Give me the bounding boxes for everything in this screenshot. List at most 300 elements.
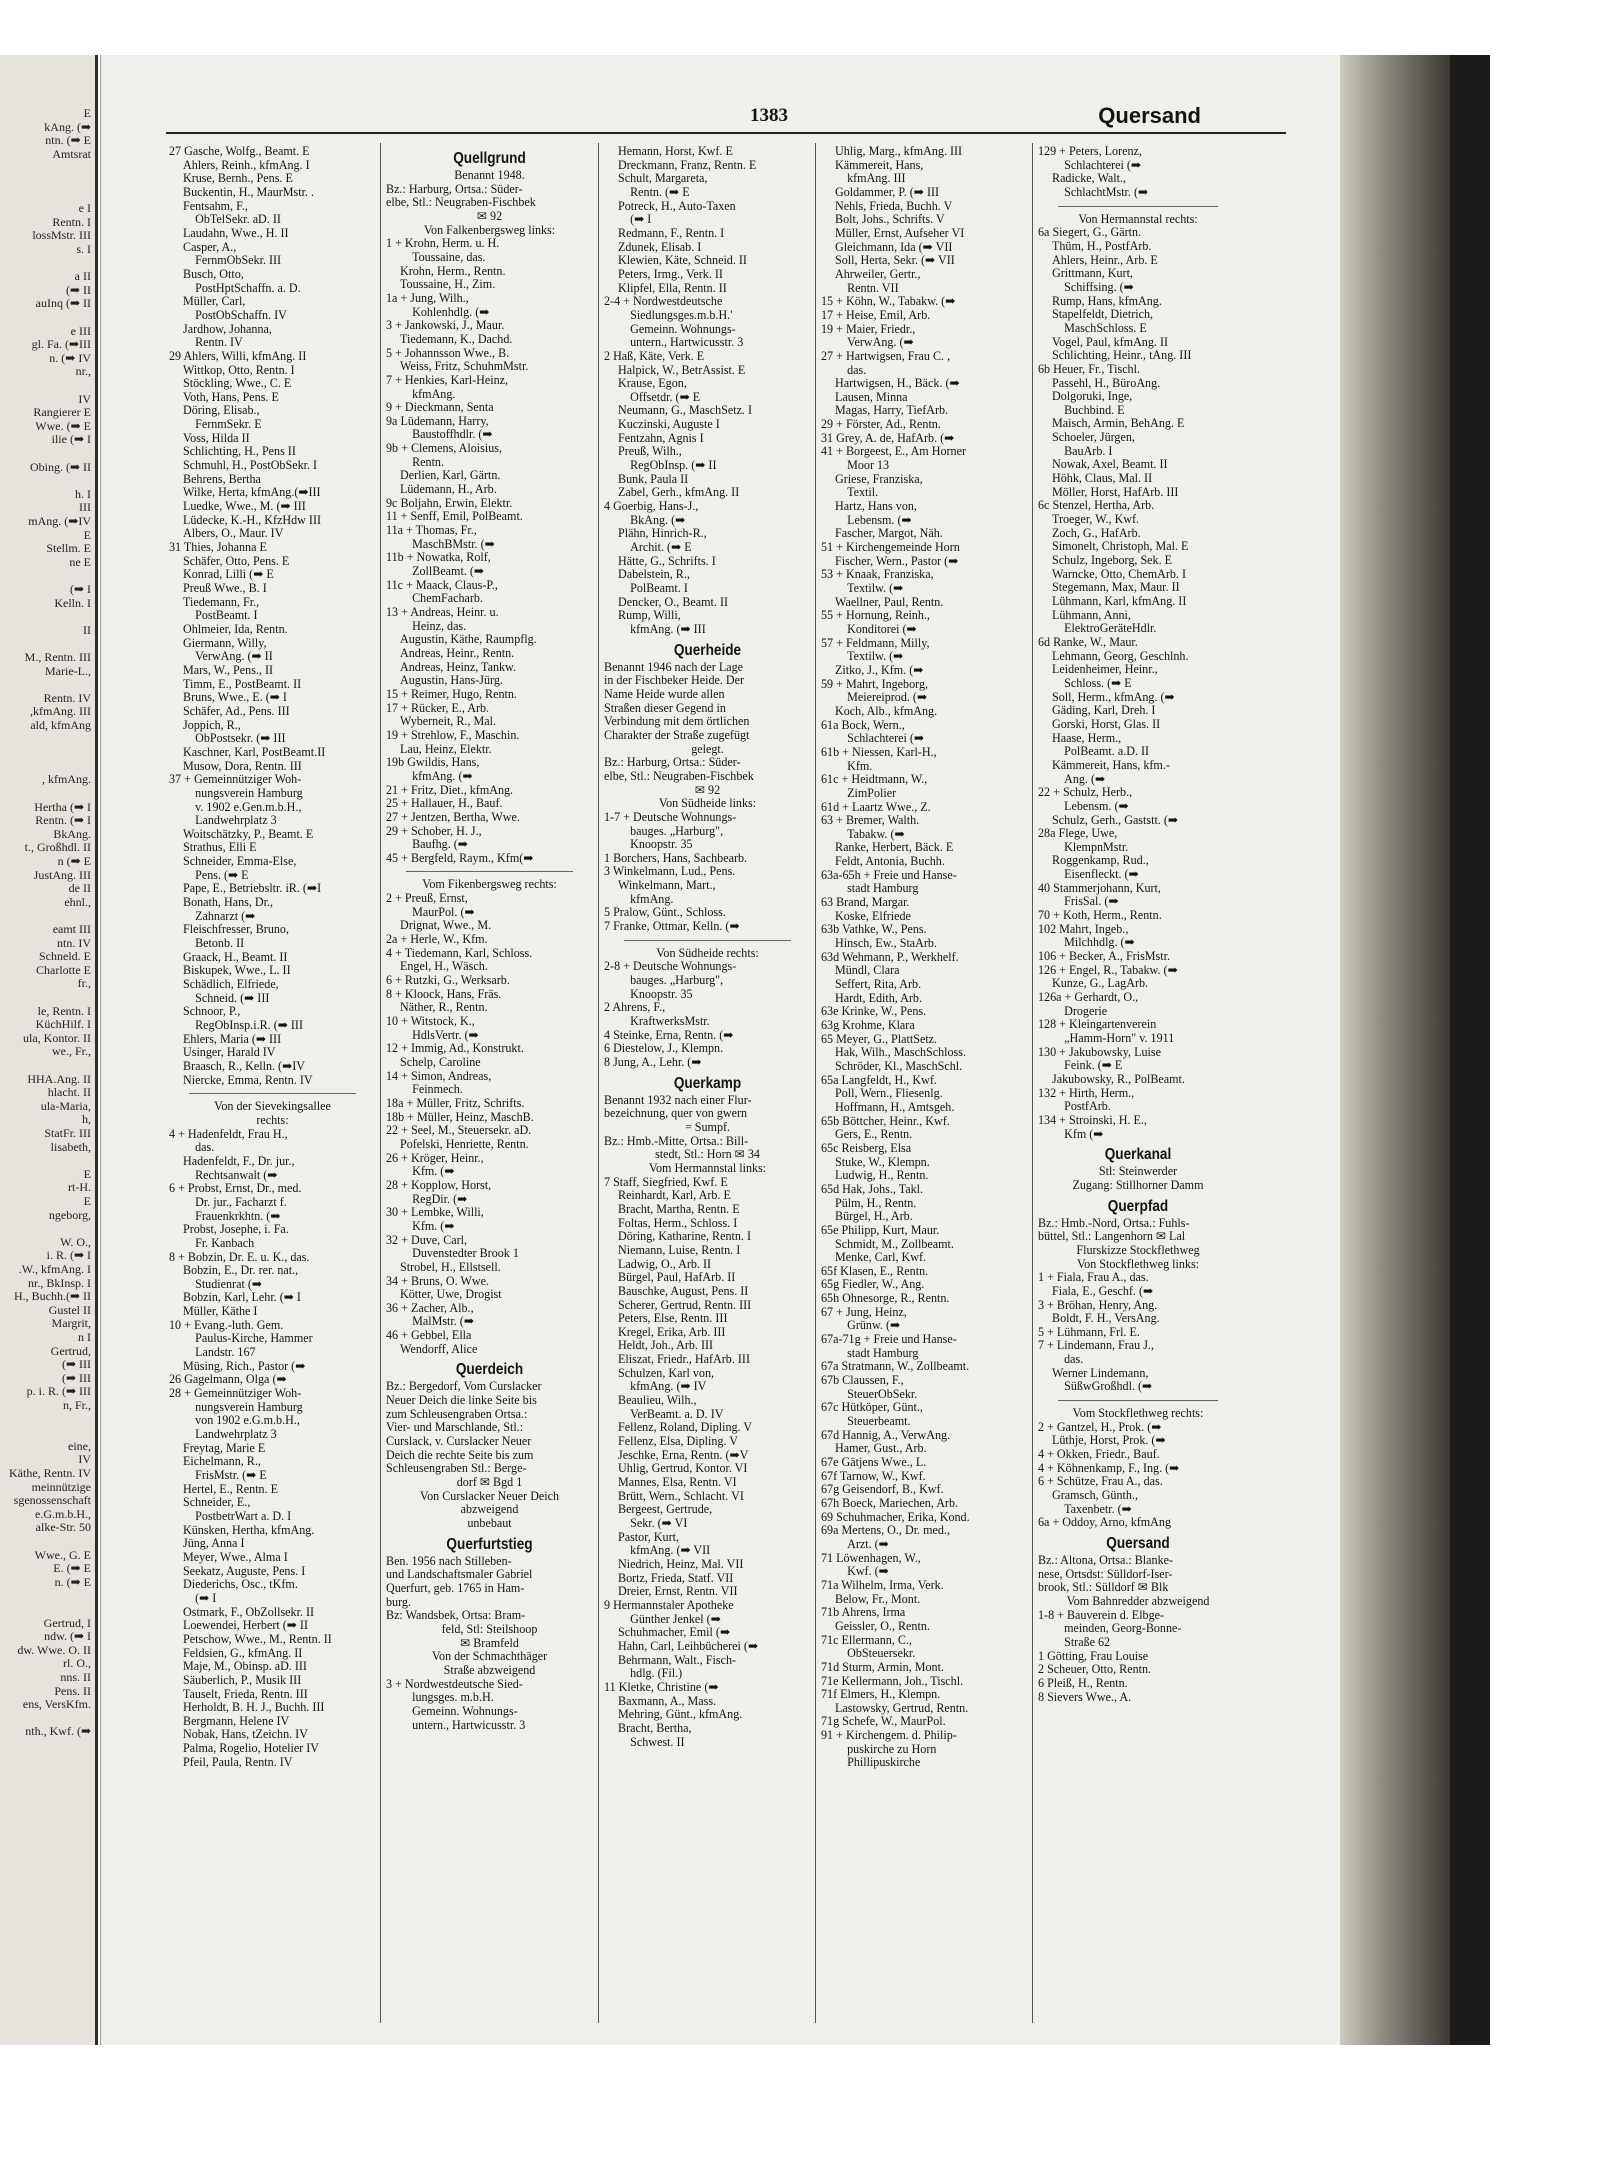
resident-entry: Uhlig, Marg., kfmAng. III xyxy=(835,145,963,158)
entry-continuation: Günther Jenkel (➡ xyxy=(618,1611,721,1626)
resident-entry: Magas, Harry, TiefArb. xyxy=(835,403,949,418)
directory-column-1 xyxy=(169,145,376,2025)
street-heading: Querkamp xyxy=(673,1074,742,1092)
left-page-fragment: e.G.m.b.H., xyxy=(35,1506,91,1521)
entry-continuation: BkAng. (➡ xyxy=(618,512,686,527)
entry-continuation: Drogerie xyxy=(1052,1003,1108,1018)
house-entry: 6 + Schütze, Frau A., das. xyxy=(1038,1474,1163,1489)
entry-continuation: (➡ I xyxy=(618,212,652,227)
resident-entry: Müller, Käthe I xyxy=(183,1304,258,1319)
entry-continuation: ZollBeamt. (➡ xyxy=(400,564,485,579)
house-entry: 4 Steinke, Erna, Rentn. (➡ xyxy=(604,1027,734,1042)
house-entry: 32 + Duve, Carl, xyxy=(386,1232,468,1247)
section-note: ✉ Bramfeld xyxy=(460,1635,519,1650)
resident-entry: Kregel, Erika, Arb. III xyxy=(618,1324,726,1339)
resident-entry: Kämmereit, Hans, kfm.- xyxy=(1052,757,1170,772)
resident-entry: Haase, Herm., xyxy=(1052,730,1122,745)
house-entry: 22 + Seel, M., Steuersekr. aD. xyxy=(386,1123,532,1138)
resident-entry: Müller, Carl, xyxy=(183,294,246,309)
house-entry: 22 + Schulz, Herb., xyxy=(1038,785,1133,800)
resident-entry: Dabelstein, R., xyxy=(618,567,690,582)
directory-entry: burg. xyxy=(386,1594,411,1609)
directory-entry: zum Schleusengraben Ortsa.: xyxy=(386,1406,528,1421)
entry-continuation: Lebensm. (➡ xyxy=(1052,798,1129,813)
section-note: rechts: xyxy=(256,1112,289,1127)
entry-continuation: Landwehrplatz 3 xyxy=(183,813,277,828)
column-rule-2 xyxy=(598,143,599,2023)
house-entry: 2 Ahrens, F., xyxy=(604,1000,666,1015)
resident-entry: Bergeest, Gertrude, xyxy=(618,1502,713,1517)
resident-entry: Pülm, H., Rentn. xyxy=(835,1195,917,1210)
house-entry: 29 + Schober, H. J., xyxy=(386,823,482,838)
resident-entry: Wyberneit, R., Mal. xyxy=(400,714,496,729)
left-page-fragment: kAng. (➡ xyxy=(44,119,91,134)
entry-continuation: Milchhdlg. (➡ xyxy=(1052,935,1135,950)
section-note: Zugang: Stillhorner Damm xyxy=(1072,1177,1204,1192)
left-page-fragment: ntn. (➡ E xyxy=(45,133,91,148)
directory-entry: Bz.: Bergedorf, Vom Curslacker xyxy=(386,1379,542,1394)
directory-entry: Benannt 1946 nach der Lage xyxy=(604,659,744,674)
resident-entry: Bracht, Martha, Rentn. E xyxy=(618,1201,740,1216)
resident-entry: Augustin, Käthe, Raumpflg. xyxy=(400,632,537,647)
entry-continuation: Schlachterei (➡ xyxy=(835,731,925,746)
entry-continuation: RegDir. (➡ xyxy=(400,1191,468,1206)
house-entry: 46 + Gebbel, Ella xyxy=(386,1328,472,1343)
entry-continuation: hdlg. (Fil.) xyxy=(618,1666,683,1681)
house-entry: 134 + Stroinski, H. E., xyxy=(1038,1112,1147,1127)
left-page-fragment: lisabeth, xyxy=(50,1139,91,1154)
entry-continuation: Rentn. (➡ E xyxy=(618,184,690,199)
entry-continuation: ObTelSekr. aD. II xyxy=(183,212,281,227)
entry-continuation: (➡ I xyxy=(183,1590,217,1605)
left-page-fragment: eamt III xyxy=(52,922,91,936)
house-entry: 26 Gagelmann, Olga (➡ xyxy=(169,1372,287,1387)
left-page-fragment: ilie (➡ I xyxy=(51,432,91,447)
house-entry: 27 + Hartwigsen, Frau C. , xyxy=(821,348,951,363)
entry-continuation: Schneid. (➡ III xyxy=(183,990,270,1005)
entry-continuation: untern., Hartwicusstr. 3 xyxy=(400,1717,526,1732)
left-page-fragment: Margrit, xyxy=(51,1316,91,1331)
house-entry: 63a-65h + Freie und Hanse- xyxy=(821,867,957,882)
entry-continuation: VerwAng. (➡ II xyxy=(183,649,273,664)
resident-entry: Döring, Katharine, Rentn. I xyxy=(618,1229,751,1244)
resident-entry: Hak, Wilh., MaschSchloss. xyxy=(835,1045,966,1060)
resident-entry: Fiala, E., Geschf. (➡ xyxy=(1052,1283,1154,1298)
house-entry: 4 + Köhnenkamp, F., Ing. (➡ xyxy=(1038,1460,1180,1475)
resident-entry: Dolgoruki, Inge, xyxy=(1052,389,1133,404)
section-divider xyxy=(1058,1400,1218,1401)
resident-entry: Hahn, Carl, Leihbücherei (➡ xyxy=(618,1638,759,1653)
entry-continuation: Siedlungsges.m.b.H.' xyxy=(618,307,733,322)
house-entry: 6c Stenzel, Hertha, Arb. xyxy=(1038,498,1155,513)
house-entry: 71e Kellermann, Joh., Tischl. xyxy=(821,1673,964,1688)
left-page-fragment: n, Fr., xyxy=(62,1398,91,1412)
resident-entry: Stöckling, Wwe., C. E xyxy=(183,376,292,391)
left-page-fragment: Charlotte E xyxy=(36,962,91,977)
resident-entry: Kruse, Bernh., Pens. E xyxy=(183,171,293,186)
directory-entry: brook, Stl.: Sülldorf ✉ Blk xyxy=(1038,1580,1169,1595)
house-entry: 1 + Fiala, Frau A., das. xyxy=(1038,1270,1149,1285)
house-entry: 6 + Probst, Ernst, Dr., med. xyxy=(169,1181,302,1196)
directory-entry: Neuer Deich die linke Seite bis xyxy=(386,1393,537,1408)
directory-page xyxy=(100,55,1401,2045)
resident-entry: Fleischfresser, Bruno, xyxy=(183,922,289,937)
left-page-fragment: le, Rentn. I xyxy=(37,1003,91,1018)
entry-continuation: PostfArb. xyxy=(1052,1099,1111,1114)
section-note: Von Südheide links: xyxy=(658,796,757,811)
resident-entry: Pape, E., Betriebsltr. iR. (➡I xyxy=(183,881,322,896)
resident-entry: Peters, Else, Rentn. III xyxy=(618,1311,728,1326)
resident-entry: Zoch, G., HafArb. xyxy=(1052,525,1141,540)
house-entry: 91 + Kirchengem. d. Philip- xyxy=(821,1728,957,1743)
resident-entry: Schmuhl, H., PostObSekr. I xyxy=(183,458,318,473)
resident-entry: Schlichting, H., Pens II xyxy=(183,444,296,459)
resident-entry: Dencker, O., Beamt. II xyxy=(618,594,728,609)
street-heading: Querpfad xyxy=(1107,1197,1169,1215)
section-divider xyxy=(189,1093,356,1094)
house-entry: 8 + Kloock, Hans, Fräs. xyxy=(386,986,502,1001)
right-page-edge xyxy=(1340,55,1450,2045)
resident-entry: Graack, H., Beamt. II xyxy=(183,949,288,964)
resident-entry: Ludwig, H., Rentn. xyxy=(835,1168,929,1183)
resident-entry: Ehlers, Maria (➡ III xyxy=(183,1031,282,1046)
resident-entry: Andreas, Heinr., Rentn. xyxy=(400,645,515,660)
resident-entry: Hemann, Horst, Kwf. E xyxy=(618,145,733,158)
resident-entry: Potreck, H., Auto-Taxen xyxy=(618,198,736,213)
section-note: dorf ✉ Bgd 1 xyxy=(456,1475,523,1490)
resident-entry: Maje, M., Obinsp. aD. III xyxy=(183,1659,307,1674)
resident-entry: Jüng, Anna I xyxy=(183,1536,245,1551)
entry-continuation: ElektroGeräteHdlr. xyxy=(1052,621,1157,636)
house-entry: 19b Gwildis, Hans, xyxy=(386,755,480,770)
left-page-fragment: n (➡ E xyxy=(57,854,91,868)
left-page-fragment: rl. O., xyxy=(63,1656,91,1671)
left-page-fragment: Stellm. E xyxy=(46,541,91,556)
house-entry: 31 Grey, A. de, HafArb. (➡ xyxy=(821,430,955,445)
entry-continuation: SüßwGroßhdl. (➡ xyxy=(1052,1379,1153,1394)
resident-entry: Bracht, Bertha, xyxy=(618,1720,692,1735)
left-page-fragment: M., Rentn. III xyxy=(24,650,91,664)
resident-entry: Joppich, R., xyxy=(183,717,241,732)
entry-continuation: Dr. jur., Facharzt f. xyxy=(183,1194,287,1209)
left-page-fragment: ,kfmAng. III xyxy=(30,704,91,719)
resident-entry: Gorski, Horst, Glas. II xyxy=(1052,716,1161,731)
resident-entry: Augustin, Hans-Jürg. xyxy=(400,673,503,688)
entry-continuation: Lebensm. (➡ xyxy=(835,512,912,527)
resident-entry: Maisch, Armin, BehAng. E xyxy=(1052,416,1185,431)
house-entry: 12 + Immig, Ad., Konstrukt. xyxy=(386,1041,524,1056)
house-entry: 6a Siegert, G., Gärtn. xyxy=(1038,225,1142,240)
house-entry: 5 Pralow, Günt., Schloss. xyxy=(604,905,726,920)
house-entry: 21 + Fritz, Diet., kfmAng. xyxy=(386,782,514,797)
resident-entry: Bergmann, Helene IV xyxy=(183,1713,290,1728)
entry-continuation: Buchbind. E xyxy=(1052,402,1125,417)
entry-continuation: FrisSal. (➡ xyxy=(1052,894,1119,909)
left-page-fragment: ehnl., xyxy=(64,894,91,909)
resident-entry: Neumann, G., MaschSetz. I xyxy=(618,403,753,418)
house-entry: 4 + Okken, Friedr., Bauf. xyxy=(1038,1447,1160,1462)
entry-continuation: Feink. (➡ E xyxy=(1052,1058,1123,1073)
house-entry: 18a + Müller, Fritz, Schrifts. xyxy=(386,1095,525,1110)
entry-continuation: Schiffsing. (➡ xyxy=(1052,279,1134,294)
entry-continuation: Zahnarzt (➡ xyxy=(183,908,256,923)
house-entry: 13 + Andreas, Heinr. u. xyxy=(386,605,499,619)
left-page-fragment: t., Großhdl. II xyxy=(24,840,91,855)
entry-continuation: bauges. „Harburg", xyxy=(618,973,724,988)
entry-continuation: Duvenstedter Brook 1 xyxy=(400,1246,519,1261)
section-note: Benannt 1948. xyxy=(454,168,525,182)
resident-entry: Griese, Franziska, xyxy=(835,471,923,486)
resident-entry: Geissler, O., Rentn. xyxy=(835,1618,930,1633)
house-entry: 19 + Maier, Friedr., xyxy=(821,321,916,336)
resident-entry: Halpick, W., BetrAssist. E xyxy=(618,362,746,377)
entry-continuation: Textilw. (➡ xyxy=(835,581,904,595)
entry-continuation: ObSteuersekr. xyxy=(835,1646,916,1661)
resident-entry: Pfeil, Paula, Rentn. IV xyxy=(183,1754,293,1769)
house-entry: 36 + Zacher, Alb., xyxy=(386,1300,474,1315)
house-entry: 65d Hak, Johs., Takl. xyxy=(821,1181,924,1196)
section-note: Von der Schmachthäger xyxy=(431,1649,548,1664)
resident-entry: Ahlers, Heinr., Arb. E xyxy=(1052,252,1158,267)
street-heading: Querkanal xyxy=(1104,1146,1172,1164)
entry-continuation: FernmObSekr. III xyxy=(183,253,282,268)
left-page-fragment: p. i. R. (➡ III xyxy=(26,1384,91,1399)
street-heading: Querfurtstieg xyxy=(446,1535,533,1553)
section-note: Flurskizze Stockflethweg xyxy=(1076,1242,1200,1257)
house-entry: 65c Reisberg, Elsa xyxy=(821,1140,912,1155)
resident-entry: Herholdt, B. H. J., Buchh. III xyxy=(183,1700,325,1715)
entry-continuation: Kwf. (➡ xyxy=(835,1564,889,1579)
resident-entry: Fentsahm, F., xyxy=(183,198,248,213)
directory-entry: in der Fischbeker Heide. Der xyxy=(604,673,745,688)
resident-entry: Bruns, Wwe., E. (➡ I xyxy=(183,690,287,705)
resident-entry: Hoffmann, H., Amtsgeh. xyxy=(835,1099,955,1114)
house-entry: 19 + Strehlow, F., Maschin. xyxy=(386,727,520,742)
resident-entry: Bobzin, E., Dr. rer. nat., xyxy=(183,1263,299,1278)
left-page-fragment: BkAng. xyxy=(53,826,91,841)
resident-entry: Tauselt, Frieda, Rentn. III xyxy=(183,1686,308,1701)
house-entry: 8 Sievers Wwe., A. xyxy=(1038,1689,1132,1704)
left-page-fragment: ngeborg, xyxy=(48,1207,91,1222)
directory-column-3 xyxy=(604,145,811,2025)
house-entry: 11b + Nowatka, Rolf, xyxy=(386,550,491,565)
entry-continuation: Sekr. (➡ VI xyxy=(618,1516,688,1530)
resident-entry: Feldt, Antonia, Buchh. xyxy=(835,854,945,869)
resident-entry: Gleichmann, Ida (➡ VII xyxy=(835,239,953,254)
entry-continuation: Fr. Kanbach xyxy=(183,1235,255,1250)
left-page-fragment: de II xyxy=(68,881,91,896)
resident-entry: Bauschke, August, Pens. II xyxy=(618,1283,749,1298)
resident-entry: Schuhmacher, Emil (➡ xyxy=(618,1625,731,1640)
directory-entry: bezeichnung, quer von gwern xyxy=(604,1106,748,1121)
left-page-fragment: auInq (➡ II xyxy=(35,296,91,311)
entry-continuation: kfmAng. III xyxy=(835,171,906,186)
house-entry: 1 Borchers, Hans, Sachbearb. xyxy=(604,850,748,865)
resident-entry: Hätte, G., Schrifts. I xyxy=(618,553,716,568)
resident-entry: Palma, Rogelio, Hotelier IV xyxy=(183,1741,320,1756)
house-entry: 2 + Preuß, Ernst, xyxy=(386,891,468,906)
resident-entry: Strobel, H., Ellstsell. xyxy=(400,1259,501,1274)
left-page-fragment: i. R. (➡ I xyxy=(46,1248,91,1263)
section-note: ✉ 92 xyxy=(694,782,721,797)
left-page-fragment: H., Buchh.(➡ II xyxy=(13,1289,91,1304)
house-entry: 67c Hütköper, Günt., xyxy=(821,1400,923,1415)
section-note: Stl: Steinwerder xyxy=(1098,1164,1178,1179)
resident-entry: Nobak, Hans, tZeichn. IV xyxy=(183,1727,308,1742)
directory-entry: Benannt 1932 nach einer Flur- xyxy=(604,1092,752,1107)
house-entry: 8 + Bobzin, Dr. E. u. K., das. xyxy=(169,1249,310,1264)
directory-entry: und Landschaftsmaler Gabriel xyxy=(386,1567,533,1582)
left-page-fragment: dw. Wwe. O. II xyxy=(17,1642,91,1657)
resident-entry: Rump, Hans, kfmAng. xyxy=(1052,293,1162,308)
directory-entry: Bz.: Harburg, Ortsa.: Süder- xyxy=(386,181,523,196)
entry-continuation: Landstr. 167 xyxy=(183,1345,256,1360)
resident-entry: Fellenz, Roland, Dipling. V xyxy=(618,1420,753,1435)
resident-entry: Schneider, E., xyxy=(183,1495,251,1510)
street-heading: Quellgrund xyxy=(453,150,526,167)
resident-entry: Weiss, Fritz, SchuhmMstr. xyxy=(400,359,529,374)
left-page-fragment: sgenossenschaft xyxy=(13,1493,91,1508)
resident-entry: Schulz, Ingeborg, Sek. E xyxy=(1052,553,1173,568)
resident-entry: Lau, Heinz, Elektr. xyxy=(400,741,492,756)
resident-entry: Plähn, Hinrich-R., xyxy=(618,526,707,541)
house-entry: 1 Götting, Frau Louise xyxy=(1038,1648,1149,1663)
left-page-fragment: lossMstr. III xyxy=(32,228,91,243)
house-entry: 71b Ahrens, Irma xyxy=(821,1605,906,1620)
house-entry: 70 + Koth, Herm., Rentn. xyxy=(1038,908,1162,923)
house-entry: 17 + Heise, Emil, Arb. xyxy=(821,307,931,322)
house-entry: 41 + Borgeest, E., Am Horner xyxy=(821,444,966,459)
entry-continuation: das. xyxy=(835,362,867,377)
house-entry: 2-4 + Nordwestdeutsche xyxy=(604,294,723,309)
house-entry: 4 Goerbig, Hans-J., xyxy=(604,499,699,514)
resident-entry: Luedke, Wwe., M. (➡ III xyxy=(183,499,306,514)
resident-entry: Laudahn, Wwe., H. II xyxy=(183,225,289,240)
directory-entry: Querfurt, geb. 1765 in Ham- xyxy=(386,1580,525,1595)
house-entry: 6d Ranke, W., Maur. xyxy=(1038,634,1138,649)
entry-continuation: PolBeamt. a.D. II xyxy=(1052,744,1150,759)
entry-continuation: das. xyxy=(1052,1352,1084,1367)
left-page-fragment: ula, Kontor. II xyxy=(23,1030,91,1045)
resident-entry: Nehls, Frieda, Buchh. V xyxy=(835,198,953,213)
directory-entry: Charakter der Straße zugefügt xyxy=(604,727,750,742)
section-note: Von Curslacker Neuer Deich xyxy=(419,1488,560,1503)
house-entry: 26 + Kröger, Heinr., xyxy=(386,1150,484,1165)
resident-entry: Vogel, Paul, kfmAng. II xyxy=(1052,334,1168,349)
resident-entry: Leidenheimer, Heinr., xyxy=(1052,662,1158,677)
resident-entry: Baxmann, A., Mass. xyxy=(618,1693,717,1708)
left-page-fragment: E xyxy=(83,106,91,120)
house-entry: 2 Scheuer, Otto, Rentn. xyxy=(1038,1662,1152,1677)
resident-entry: Schröder, Kl., MaschSchl. xyxy=(835,1058,963,1073)
house-entry: 1a + Jung, Wilh., xyxy=(386,290,469,305)
entry-continuation: Moor 13 xyxy=(835,458,890,473)
left-page-fragment: Rangierer E xyxy=(33,405,91,420)
resident-entry: Ladwig, O., Arb. II xyxy=(618,1256,712,1271)
resident-entry: Ranke, Herbert, Bäck. E xyxy=(835,840,954,855)
left-page-fragment: ens, VersKfm. xyxy=(22,1697,91,1712)
house-entry: 6 + Rutzki, G., Werksarb. xyxy=(386,973,510,988)
entry-continuation: MaschBMstr. (➡ xyxy=(400,536,495,551)
house-entry: 65e Philipp, Kurt, Maur. xyxy=(821,1222,940,1237)
entry-continuation: Betonb. II xyxy=(183,936,245,951)
entry-continuation: kfmAng. xyxy=(618,891,674,906)
resident-entry: Schlichting, Heinr., tAng. III xyxy=(1052,348,1192,363)
resident-entry: Ahlers, Reinh., kfmAng. I xyxy=(183,157,310,172)
resident-entry: Below, Fr., Mont. xyxy=(835,1591,921,1606)
resident-entry: Wendorff, Alice xyxy=(400,1341,478,1356)
entry-continuation: Schwest. II xyxy=(618,1734,685,1749)
house-entry: 7 Staff, Siegfried, Kwf. E xyxy=(604,1174,728,1189)
resident-entry: Schädlich, Elfriede, xyxy=(183,977,279,992)
house-entry: 126a + Gerhardt, O., xyxy=(1038,990,1139,1005)
resident-entry: Niemann, Luise, Rentn. I xyxy=(618,1242,741,1257)
directory-entry: Vier- und Marschlande, Stl.: xyxy=(386,1420,524,1435)
resident-entry: Niercke, Emma, Rentn. IV xyxy=(183,1072,313,1087)
entry-continuation: Offsetdr. (➡ E xyxy=(618,389,701,404)
left-page-fragment: Wwe. (➡ E xyxy=(35,418,91,433)
resident-entry: Werner Lindemann, xyxy=(1052,1365,1149,1380)
entry-continuation: Eisenfleckt. (➡ xyxy=(1052,867,1139,882)
resident-entry: Ahrweiler, Gertr., xyxy=(835,266,921,281)
entry-continuation: v. 1902 e.Gen.m.b.H., xyxy=(183,799,302,814)
house-entry: 40 Stammerjohann, Kurt, xyxy=(1038,880,1161,895)
street-heading: Querdeich xyxy=(455,1361,524,1379)
resident-entry: Goldammer, P. (➡ III xyxy=(835,184,940,199)
left-page-fragment: , kfmAng. xyxy=(42,772,91,787)
house-entry: 9c Boljahn, Erwin, Elektr. xyxy=(386,495,513,510)
left-page-fragment: Rentn. IV xyxy=(43,690,91,705)
left-page-fragment: Gertrud, xyxy=(50,1343,91,1358)
resident-entry: Andreas, Heinz, Tankw. xyxy=(400,659,517,674)
entry-continuation: MaurPol. (➡ xyxy=(400,904,475,919)
resident-entry: Krohn, Herm., Rentn. xyxy=(400,263,506,278)
section-note: unbebaut xyxy=(467,1516,512,1530)
resident-entry: Rump, Willi, xyxy=(618,608,681,623)
resident-entry: Woitschätzky, P., Beamt. E xyxy=(183,826,314,841)
house-entry: 71g Schefe, W., MaurPol. xyxy=(821,1714,946,1729)
resident-entry: Fellenz, Elsa, Dipling. V xyxy=(618,1434,739,1449)
resident-entry: Ostmark, F., ObZollsekr. II xyxy=(183,1604,315,1619)
entry-continuation: KlempnMstr. xyxy=(1052,839,1129,854)
house-entry: 63b Vathke, W., Pens. xyxy=(821,922,927,937)
resident-entry: Grittmann, Kurt, xyxy=(1052,266,1133,281)
house-entry: 69a Mertens, O., Dr. med., xyxy=(821,1523,950,1538)
entry-continuation: Toussaine, das. xyxy=(400,249,486,264)
resident-entry: Koske, Elfriede xyxy=(835,908,911,923)
directory-entry: Bz.: Harburg, Ortsa.: Süder- xyxy=(604,755,741,770)
entry-continuation: Steuerbeamt. xyxy=(835,1414,911,1429)
resident-entry: Hardt, Edith, Arb. xyxy=(835,990,922,1005)
resident-entry: Gers, E., Rentn. xyxy=(835,1127,913,1142)
directory-entry: Verbindung mit dem örtlichen xyxy=(604,714,750,729)
entry-continuation: FernmSekr. E xyxy=(183,417,262,432)
house-entry: 34 + Bruns, O. Wwe. xyxy=(386,1273,490,1288)
house-entry: 28 + Kopplow, Horst, xyxy=(386,1177,492,1192)
resident-entry: Behrens, Bertha xyxy=(183,471,261,486)
resident-entry: Loewendei, Herbert (➡ II xyxy=(183,1618,308,1633)
resident-entry: Schelp, Caroline xyxy=(400,1055,481,1069)
entry-continuation: Meiereiprod. (➡ xyxy=(835,690,928,705)
resident-entry: Stapelfeldt, Dietrich, xyxy=(1052,307,1154,322)
house-entry: 128 + Kleingartenverein xyxy=(1038,1017,1157,1032)
directory-entry: elbe, Stl.: Neugraben-Fischbek xyxy=(604,768,754,783)
directory-entry: Deich die rechte Seite bis zum xyxy=(386,1447,534,1462)
left-page-fragment: IV xyxy=(78,1452,91,1467)
left-page-fragment: E xyxy=(83,1166,91,1181)
resident-entry: Bortz, Frieda, Statf. VII xyxy=(618,1570,734,1585)
house-entry: 71d Sturm, Armin, Mont. xyxy=(821,1659,944,1674)
